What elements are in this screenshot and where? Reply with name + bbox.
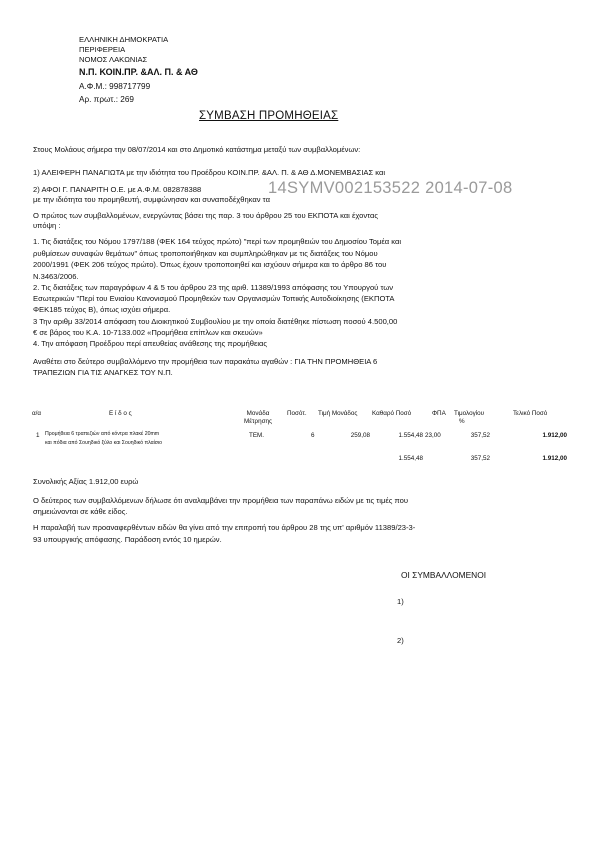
consideration-line: 4. Την απόφαση Προέδρου περί απευθείας ανάθεσης της προμήθειας: [33, 339, 268, 348]
col-header-item: Ε ί δ ο ς: [109, 410, 132, 417]
col-header-aa: α/α: [32, 410, 42, 417]
row-number: 1: [36, 432, 40, 439]
consideration-line: € σε βάρος του Κ.Α. 10-7133.002 «Προμήθεια επίπλων και σκευών»: [33, 328, 263, 337]
row-unit: ΤΕΜ.: [249, 432, 265, 439]
consideration-line: 2. Τις διατάξεις των παραγράφων 4 & 5 του άρθρου 23 της αριθ. 11389/1993 απόφασης του Υπουργού των: [33, 283, 394, 292]
consideration-line: ΦΕΚ185 τεύχος Β), όπως ισχύει σήμερα.: [33, 305, 171, 314]
document-title: ΣΥΜΒΑΣΗ ΠΡΟΜΗΘΕΙΑΣ: [199, 110, 339, 122]
col-header-invoice: Τιμολογίου: [454, 410, 485, 417]
col-header-quantity: Ποσότ.: [287, 410, 307, 417]
col-header-unit-line-2: Μέτρησης: [243, 418, 273, 425]
consideration-line: 1. Τις διατάξεις του Νόμου 1797/188 (ΦΕΚ 164 τεύχος πρώτο) "περί των προμηθειών του Δημοσίου Τομέα και: [33, 237, 402, 246]
consideration-line: 3 Την αριθμ 33/2014 απόφαση του Διοικητικού Συμβουλίου με την οποία διατέθηκε πίστωση ποσού 4.500,00: [33, 317, 398, 326]
row-net-amount: 1.554,48: [398, 432, 423, 439]
col-header-vat-percent: %: [459, 418, 465, 425]
row-item-description: Προμήθεια 6 τραπεζιών από κόντρα πλακέ 20mm: [45, 431, 160, 437]
row-unit-price: 259,08: [350, 432, 370, 439]
intro-paragraph: Στους Μολάους σήμερα την 08/07/2014 και στο Δημοτικό κατάστημα μεταξύ των συμβαλλομένων:: [33, 145, 361, 154]
totals-net-amount: 1.554,48: [398, 455, 423, 462]
row-quantity: 6: [311, 432, 315, 439]
consideration-line: Εσωτερικών "Περί του Ενιαίου Κανονισμού Προμηθειών των Οργανισμών Τοπικής Αυτοδιοίκησης (ΕΚΠΟΤΑ: [33, 294, 395, 303]
row-item-description-line-2: και πόδια από Σουηδικό ξύλο και Σουηδικό πλαίσιο: [45, 440, 163, 446]
first-party-line-2: υπόψη :: [33, 221, 61, 230]
header-prefecture: ΝΟΜΟΣ ΛΑΚΩΝΙΑΣ: [79, 55, 148, 64]
col-header-unit: Μονάδα: [246, 410, 270, 417]
party-one: 1) ΑΛΕΙΦΕΡΗ ΠΑΝΑΓΙΩΤΑ με την ιδιότητα του Προέδρου ΚΟΙΝ.ΠΡ. &ΑΛ. Π. & ΑΘ Δ.ΜΟΝΕΜΒΑΣΙΑΣ και: [33, 168, 386, 177]
party-two: 2) ΑΦΟΙ Γ. ΠΑΝΑΡΙΤΗ Ο.Ε. με Α.Φ.Μ. 082878388: [33, 185, 202, 194]
ada-stamp: 14SYMV002153522 2014-07-08: [268, 179, 513, 197]
col-header-net: Καθαρό Ποσό: [372, 410, 412, 417]
row-vat-amount: 357,52: [470, 432, 490, 439]
assignment-line-1: Αναθέτει στο δεύτερο συμβαλλόμενο την προμήθεια των παρακάτω αγαθών : ΓΙΑ ΤΗΝ ΠΡΟΜΗΘΕΙΑ 6: [33, 357, 378, 366]
totals-total: 1.912,00: [542, 455, 567, 462]
consideration-line: Ν.3463/2006.: [33, 272, 79, 281]
declaration-line-2: σημειώνονται σε κάθε είδος.: [33, 507, 128, 516]
row-vat-percent: 23,00: [425, 432, 441, 439]
receipt-line-2: 93 υπουργικής απόφασης. Παράδοση εντός 10 ημερών.: [33, 535, 222, 544]
signature-party-one: 1): [397, 597, 404, 606]
signature-party-two: 2): [397, 636, 404, 645]
declaration-line-1: Ο δεύτερος των συμβαλλόμενων δήλωσε ότι αναλαμβάνει την προμήθεια των παραπάνω ειδών με τις τιμές που: [33, 496, 408, 505]
header-protocol-number: Αρ. πρωτ.: 269: [79, 95, 134, 104]
col-header-total: Τελικό Ποσό: [513, 410, 548, 417]
assignment-line-2: ΤΡΑΠΕΖΙΩΝ ΓΙΑ ΤΙΣ ΑΝΑΓΚΕΣ ΤΟΥ Ν.Π.: [33, 368, 173, 377]
consideration-line: ρυθμίσεων συναφών θεμάτων" όπως τροποποιήθηκαν και συμπληρώθηκαν με τις διατάξεις του Νόμου: [33, 249, 378, 258]
header-country: ΕΛΛΗΝΙΚΗ ΔΗΜΟΚΡΑΤΙΑ: [79, 35, 169, 44]
col-header-vat: ΦΠΑ: [432, 410, 446, 417]
consideration-line: 2000/1991 (ΦΕΚ 206 τεύχος πρώτο). Όπως έχουν τροποποιηθεί και ισχύουν σήμερα και το άρθρο 86 του: [33, 260, 387, 269]
header-region: ΠΕΡΙΦΕΡΕΙΑ: [79, 45, 126, 54]
header-afm: Α.Φ.Μ.: 998717799: [79, 82, 151, 91]
header-organization: Ν.Π. ΚΟΙΝ.ΠΡ. &ΑΛ. Π. & ΑΘ: [79, 67, 198, 77]
row-total: 1.912,00: [542, 432, 567, 439]
first-party-line-1: Ο πρώτος των συμβαλλομένων, ενεργώντας βάσει της παρ. 3 του άρθρου 25 του ΕΚΠΟΤΑ και έχοντας: [33, 211, 379, 220]
totals-vat-amount: 357,52: [470, 455, 490, 462]
col-header-unit-price: Τιμή Μονάδος: [318, 410, 358, 417]
party-two-role: με την ιδιότητα του προμηθευτή, συμφώνησαν και συναποδέχθηκαν τα: [33, 195, 270, 204]
receipt-line-1: Η παραλαβή των προαναφερθέντων ειδών θα γίνει από την επιτροπή του άρθρου 28 της υπ' αριθμόν 11389/23-3-: [33, 523, 416, 532]
total-value: Συνολικής Αξίας 1.912,00 ευρώ: [33, 477, 139, 486]
signatures-title: ΟΙ ΣΥΜΒΑΛΛΟΜΕΝΟΙ: [401, 570, 487, 580]
